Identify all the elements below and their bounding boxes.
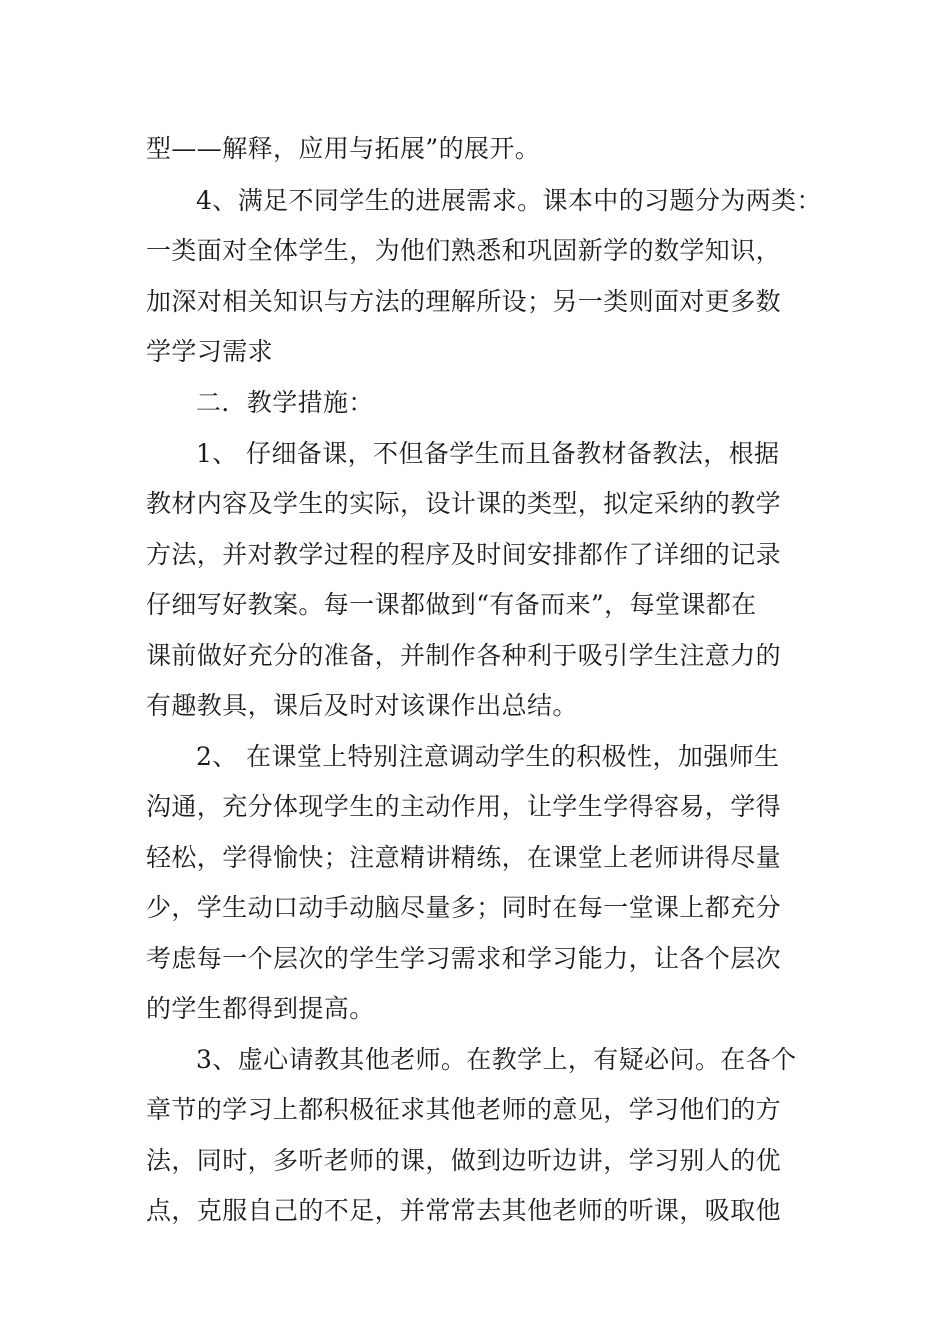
text-line: 学学习需求 — [146, 337, 274, 366]
text-line: 的学生都得到提高。 — [146, 994, 375, 1023]
text-line: 型——解释，应用与拓展”的展开。 — [146, 134, 541, 163]
text-line: 仔细写好教案。每一课都做到“有备而来”，每堂课都在 — [146, 590, 757, 619]
text-line: 轻松，学得愉快；注意精讲精练，在课堂上老师讲得尽量 — [146, 843, 782, 872]
text-line: 考虑每一个层次的学生学习需求和学习能力，让各个层次 — [146, 944, 782, 973]
section-heading: 二．教学措施： — [196, 388, 374, 417]
text-line: 点，克服自己的不足，并常常去其他老师的听课，吸取他 — [146, 1196, 782, 1225]
text-line: 教材内容及学生的实际，设计课的类型，拟定采纳的教学 — [146, 489, 782, 518]
text-line: 方法，并对教学过程的程序及时间安排都作了详细的记录 — [146, 540, 782, 569]
text-line: 有趣教具，课后及时对该课作出总结。 — [146, 691, 578, 720]
text-line: 法，同时，多听老师的课，做到边听边讲，学习别人的优 — [146, 1146, 782, 1175]
text-line: 4、满足不同学生的进展需求。课本中的习题分为两类： — [196, 186, 822, 215]
text-line: 课前做好充分的准备，并制作各种利于吸引学生注意力的 — [146, 641, 782, 670]
text-line: 3、虚心请教其他老师。在教学上，有疑必问。在各个 — [196, 1045, 797, 1074]
text-line: 章节的学习上都积极征求其他老师的意见，学习他们的方 — [146, 1095, 782, 1124]
text-line: 加深对相关知识与方法的理解所设；另一类则面对更多数 — [146, 287, 782, 316]
text-line: 一类面对全体学生，为他们熟悉和巩固新学的数学知识， — [146, 236, 782, 265]
text-line: 少，学生动口动手动脑尽量多；同时在每一堂课上都充分 — [146, 893, 782, 922]
text-line: 沟通，充分体现学生的主动作用，让学生学得容易，学得 — [146, 792, 782, 821]
text-line: 1、 仔细备课，不但备学生而且备教材备教法，根据 — [196, 439, 780, 468]
text-line: 2、 在课堂上特别注意调动学生的积极性，加强师生 — [196, 742, 780, 771]
